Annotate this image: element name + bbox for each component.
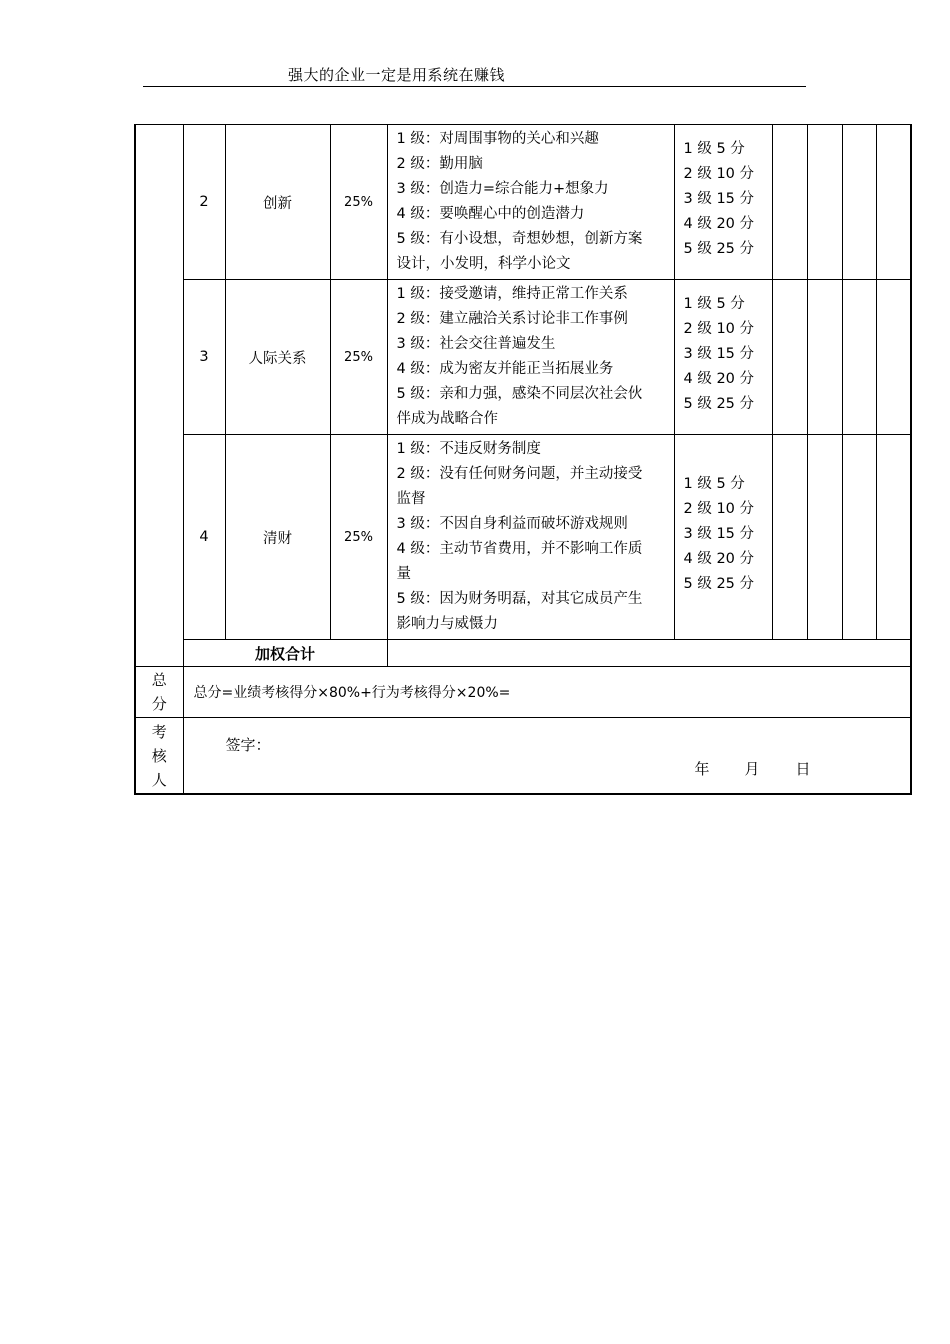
weighted-total-row — [135, 640, 911, 667]
score-line: 1 级 5 分 — [683, 476, 745, 492]
standard-line: 3 级：社会交往普遍发生 — [396, 336, 556, 352]
score-line: 3 级 15 分 — [683, 191, 755, 207]
standard-line: 2 级：建立融洽关系讨论非工作事例 — [396, 311, 628, 327]
standard-line: 监督 — [396, 491, 426, 507]
evaluation-table — [134, 124, 912, 795]
date-month-label: 月 — [744, 760, 760, 778]
item-weight: 25% — [330, 280, 387, 435]
score-cell — [674, 125, 772, 280]
blank-cell[interactable] — [772, 280, 807, 435]
standard-line: 伴成为战略合作 — [396, 411, 498, 427]
standard-line: 影响力与威慑力 — [396, 616, 498, 632]
standard-cell — [387, 280, 674, 435]
score-line: 2 级 10 分 — [683, 321, 755, 337]
row-number: 2 — [183, 125, 225, 280]
standard-line: 1 级：接受邀请，维持正常工作关系 — [396, 286, 628, 302]
table-row — [135, 280, 911, 435]
blank-cell[interactable] — [876, 125, 911, 280]
score-line: 4 级 20 分 — [683, 216, 755, 232]
score-line: 2 级 10 分 — [683, 166, 755, 182]
blank-cell[interactable] — [842, 125, 876, 280]
standard-line: 2 级：勤用脑 — [396, 156, 483, 172]
item-weight: 25% — [330, 435, 387, 640]
score-line: 1 级 5 分 — [683, 296, 745, 312]
page-header-title: 强大的企业一定是用系统在赚钱 — [288, 66, 506, 84]
standard-cell — [387, 435, 674, 640]
standard-line: 设计，小发明，科学小论文 — [396, 256, 571, 272]
blank-cell[interactable] — [772, 125, 807, 280]
standard-line: 1 级：不违反财务制度 — [396, 441, 541, 457]
standard-line: 量 — [396, 566, 411, 582]
row-number: 3 — [183, 280, 225, 435]
item-name: 人际关系 — [225, 280, 330, 435]
total-score-row — [135, 667, 911, 718]
score-cell — [674, 280, 772, 435]
score-line: 5 级 25 分 — [683, 576, 755, 592]
score-line: 3 级 15 分 — [683, 526, 755, 542]
standard-line: 5 级：因为财务明磊，对其它成员产生 — [396, 591, 643, 607]
standard-line: 3 级：不因自身利益而破坏游戏规则 — [396, 516, 628, 532]
table-row — [135, 125, 911, 280]
blank-cell[interactable] — [807, 125, 842, 280]
blank-cell[interactable] — [807, 280, 842, 435]
standard-line: 4 级：成为密友并能正当拓展业务 — [396, 361, 614, 377]
standard-cell — [387, 125, 674, 280]
blank-cell[interactable] — [876, 280, 911, 435]
total-score-formula[interactable]: 总分=业绩考核得分×80%+行为考核得分×20%= — [183, 667, 911, 718]
date-year-label: 年 — [694, 760, 710, 778]
signature-cell[interactable] — [183, 718, 911, 795]
date-day-label: 日 — [795, 760, 811, 778]
standard-line: 3 级：创造力=综合能力+想象力 — [396, 181, 609, 197]
reviewer-row — [135, 718, 911, 795]
category-cell — [135, 125, 183, 667]
row-number: 4 — [183, 435, 225, 640]
blank-cell[interactable] — [876, 435, 911, 640]
score-line: 3 级 15 分 — [683, 346, 755, 362]
standard-line: 4 级：要唤醒心中的创造潜力 — [396, 206, 585, 222]
blank-cell[interactable] — [807, 435, 842, 640]
item-weight: 25% — [330, 125, 387, 280]
score-cell — [674, 435, 772, 640]
standard-line: 4 级：主动节省费用，并不影响工作质 — [396, 541, 643, 557]
score-line: 4 级 20 分 — [683, 371, 755, 387]
item-name: 创新 — [225, 125, 330, 280]
total-score-label: 总 分 — [135, 667, 183, 718]
table-row — [135, 435, 911, 640]
weighted-total-value[interactable] — [387, 640, 911, 667]
reviewer-label: 考 核 人 — [135, 718, 183, 795]
blank-cell[interactable] — [842, 280, 876, 435]
standard-line: 1 级：对周围事物的关心和兴趣 — [396, 131, 599, 147]
standard-line: 2 级：没有任何财务问题，并主动接受 — [396, 466, 643, 482]
header-rule — [143, 86, 806, 87]
score-line: 5 级 25 分 — [683, 241, 755, 257]
score-line: 1 级 5 分 — [683, 141, 745, 157]
blank-cell[interactable] — [842, 435, 876, 640]
score-line: 5 级 25 分 — [683, 396, 755, 412]
signature-label: 签字： — [225, 736, 271, 754]
blank-cell[interactable] — [772, 435, 807, 640]
item-name: 清财 — [225, 435, 330, 640]
standard-line: 5 级：亲和力强，感染不同层次社会伙 — [396, 386, 643, 402]
score-line: 2 级 10 分 — [683, 501, 755, 517]
standard-line: 5 级：有小设想，奇想妙想，创新方案 — [396, 231, 643, 247]
score-line: 4 级 20 分 — [683, 551, 755, 567]
weighted-total-label: 加权合计 — [183, 640, 387, 667]
